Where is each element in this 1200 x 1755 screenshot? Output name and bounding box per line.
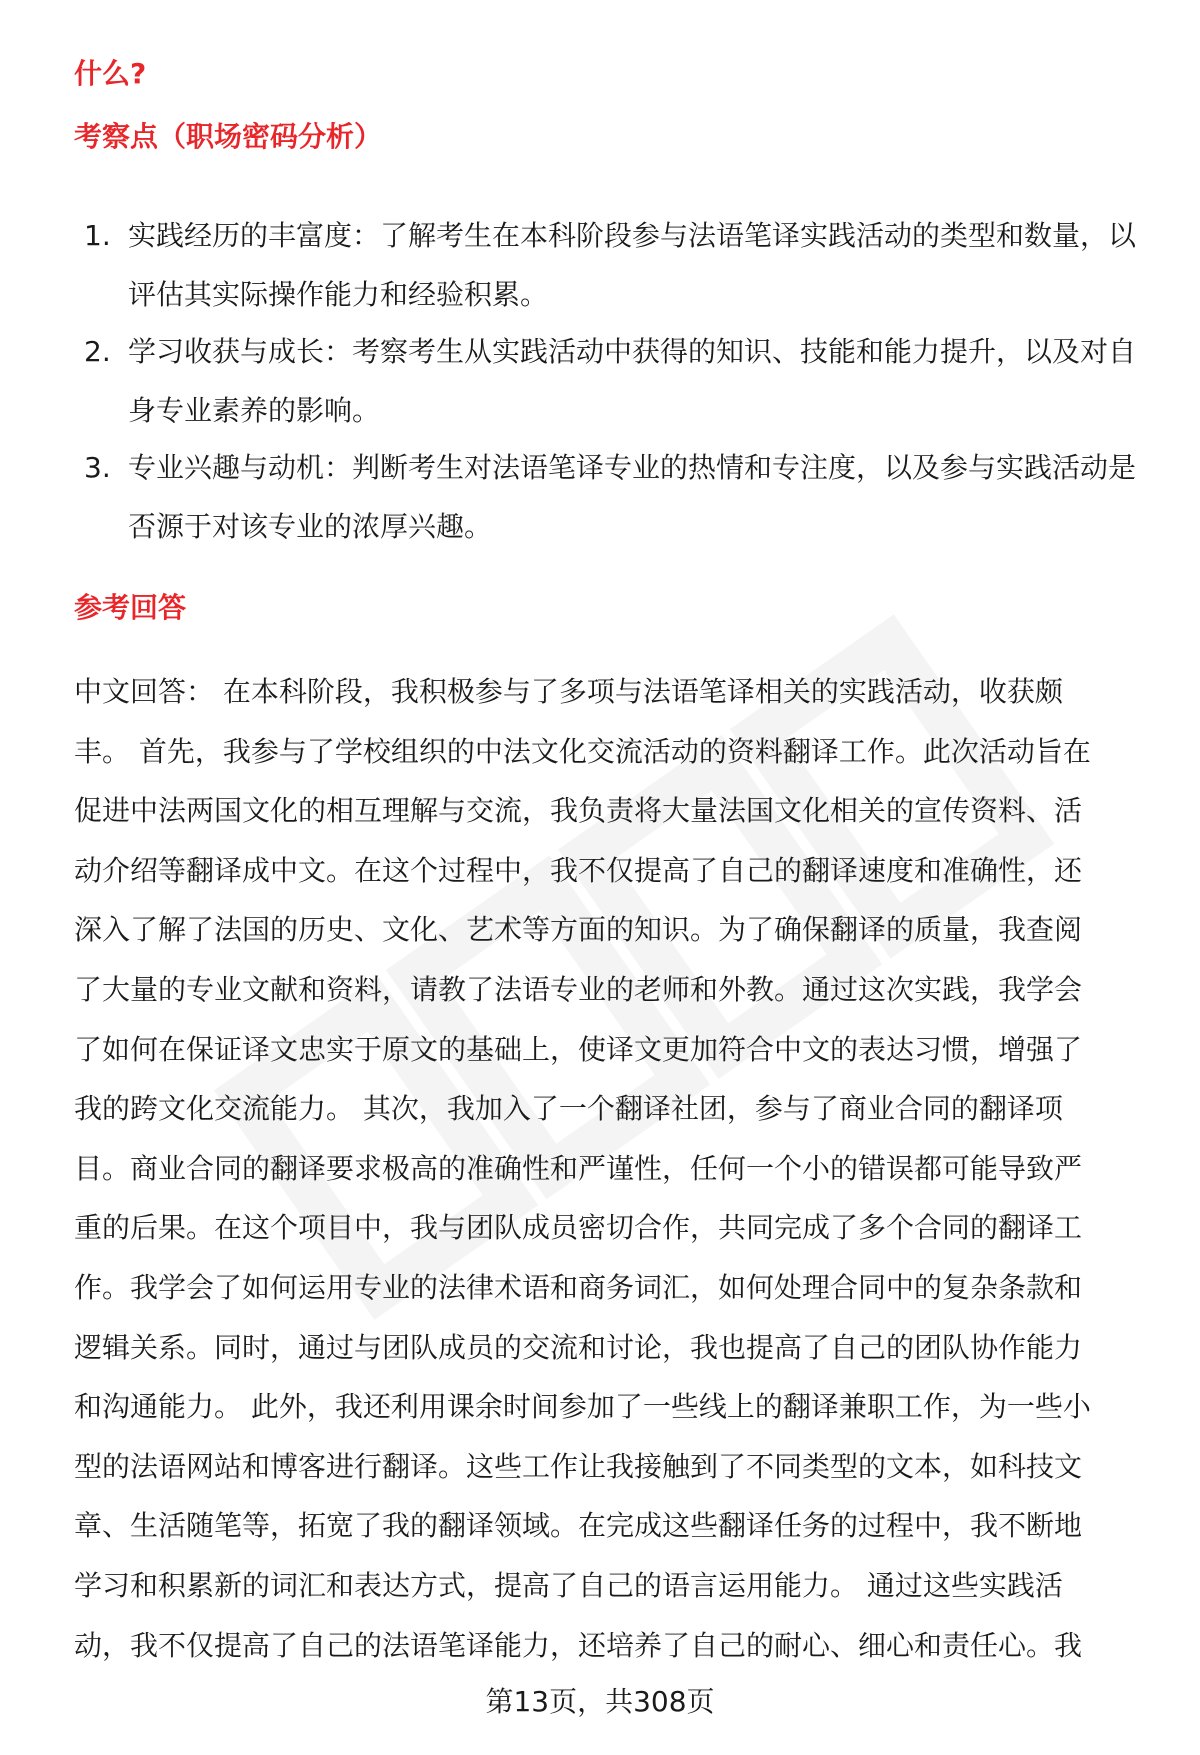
answer-line: 章、生活随笔等，拓宽了我的翻译领域。在完成这些翻译任务的过程中，我不断地 [74,1509,1083,1543]
list-item-number: 1. [84,219,111,252]
answer-line: 型的法语网站和博客进行翻译。这些工作让我接触到了不同类型的文本，如科技文 [74,1449,1083,1483]
answer-line: 重的后果。在这个项目中，我与团队成员密切合作，共同完成了多个合同的翻译工 [74,1211,1083,1245]
list-item-number: 3. [84,451,111,484]
answer-line: 深入了解了法国的历史、文化、艺术等方面的知识。为了确保翻译的质量，我查阅 [74,913,1083,947]
answer-line: 促进中法两国文化的相互理解与交流，我负责将大量法国文化相关的宣传资料、活 [74,794,1083,828]
answer-line: 学习和积累新的词汇和表达方式，提高了自己的语言运用能力。 通过这些实践活 [74,1568,1063,1602]
list-item [74,438,1154,556]
answer-line: 目。商业合同的翻译要求极高的准确性和严谨性，任何一个小的错误都可能导致严 [74,1151,1083,1185]
list-item [74,206,1154,324]
answer-line: 作。我学会了如何运用专业的法律术语和商务词汇，如何处理合同中的复杂条款和 [74,1270,1083,1304]
reference-answer-heading: 参考回答 [74,591,187,624]
answer-line: 和沟通能力。 此外，我还利用课余时间参加了一些线上的翻译兼职工作，为一些小 [74,1390,1091,1424]
answer-line: 动，我不仅提高了自己的法语笔译能力，还培养了自己的耐心、细心和责任心。我 [74,1628,1083,1662]
analysis-points-list [74,206,1154,556]
analysis-heading: 考察点（职场密码分析） [74,120,383,153]
answer-line: 逻辑关系。同时，通过与团队成员的交流和讨论，我也提高了自己的团队协作能力 [74,1330,1083,1364]
answer-paragraph [74,662,1160,1675]
list-item-text: 学习收获与成长：考察考生从实践活动中获得的知识、技能和能力提升，以及对自身专业素养的影响。 [128,335,1137,427]
list-item-text: 专业兴趣与动机：判断考生对法语笔译专业的热情和专注度，以及参与实践活动是否源于对该专业的浓厚兴趣。 [128,451,1137,543]
answer-line: 了大量的专业文献和资料，请教了法语专业的老师和外教。通过这次实践，我学会 [74,972,1083,1006]
answer-line: 了如何在保证译文忠实于原文的基础上，使译文更加符合中文的表达习惯，增强了 [74,1032,1083,1066]
answer-line: 我的跨文化交流能力。 其次，我加入了一个翻译社团，参与了商业合同的翻译项 [74,1092,1063,1126]
question-tail-heading: 什么? [74,57,147,90]
list-item [74,322,1154,440]
answer-line: 动介绍等翻译成中文。在这个过程中，我不仅提高了自己的翻译速度和准确性，还 [74,853,1083,887]
answer-line: 中文回答： 在本科阶段，我积极参与了多项与法语笔译相关的实践活动，收获颇 [74,675,1063,708]
page-number-footer: 第13页，共308页 [485,1685,715,1718]
answer-line: 丰。 首先，我参与了学校组织的中法文化交流活动的资料翻译工作。此次活动旨在 [74,734,1091,768]
list-item-number: 2. [84,335,111,368]
list-item-text: 实践经历的丰富度：了解考生在本科阶段参与法语笔译实践活动的类型和数量，以评估其实际操作能力和经验积累。 [128,219,1137,311]
